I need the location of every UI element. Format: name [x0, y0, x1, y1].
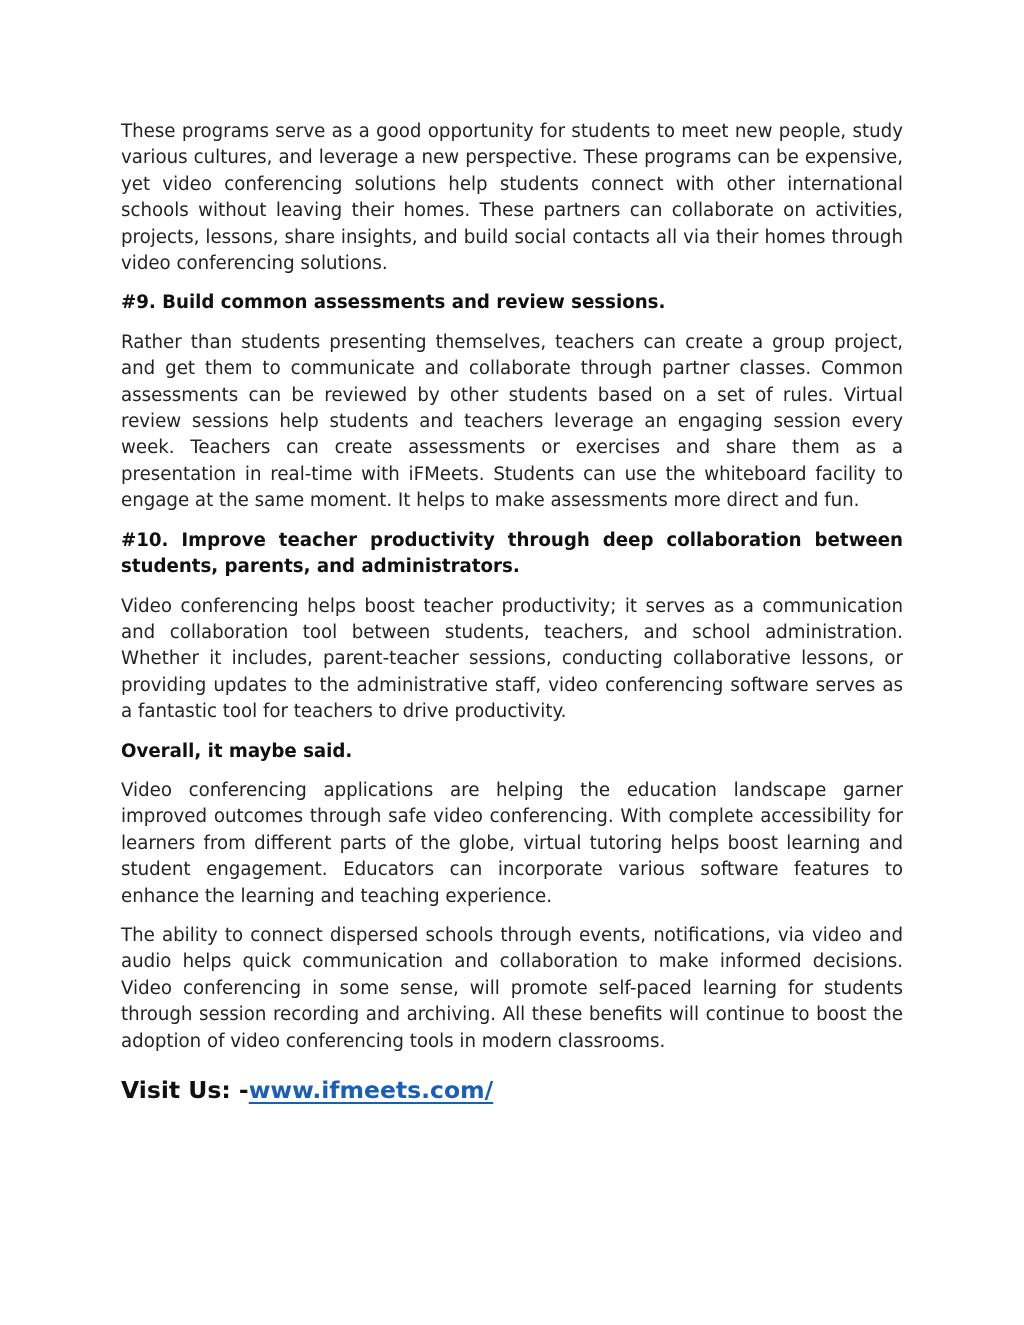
paragraph-section-10: Video conferencing helps boost teacher productivity; it serves as a communication and collaboration tool between students, teachers, and school administration. Whether it includes, parent-teacher sessions, conducting collaborative lessons, or providing updates to the administrative staff, video conferencing software serves as a fantastic tool for teachers to drive productivity.	[121, 595, 903, 723]
heading-overall: Overall, it maybe said.	[121, 740, 353, 762]
website-link[interactable]: www.ifmeets.com/	[248, 1076, 494, 1104]
paragraph-overall-2: The ability to connect dispersed schools through events, notifications, via video and audio helps quick communication and collaboration to make informed decisions. Video conferencing in some sense, will promote self-paced learning for students through session recording and archiving. All these benefits will continue to boost the adoption of video conferencing tools in modern classrooms.	[121, 924, 903, 1052]
intro-paragraph: These programs serve as a good opportunity for students to meet new people, study various cultures, and leverage a new perspective. These programs can be expensive, yet video conferencing solutions help students connect with other international schools without leaving their homes. These partners can collaborate on activities, projects, lessons, share insights, and build social contacts all via their homes through video conferencing solutions.	[121, 121, 903, 275]
visit-us-line	[121, 1075, 903, 1105]
document-page	[121, 119, 903, 1105]
heading-section-9: #9. Build common assessments and review sessions.	[121, 292, 666, 314]
paragraph-section-9: Rather than students presenting themselves, teachers can create a group project, and get them to communicate and collaborate through partner classes. Common assessments can be reviewed by other students based on a set of rules. Virtual review sessions help students and teachers leverage an engaging session every week. Teachers can create assessments or exercises and share them as a presentation in real-time with iFMeets. Students can use the whiteboard facility to engage at the same moment. It helps to make assessments more direct and fun.	[121, 331, 903, 512]
paragraph-overall-1: Video conferencing applications are helping the education landscape garner improved outcomes through safe video conferencing. With complete accessibility for learners from different parts of the globe, virtual tutoring helps boost learning and student engagement. Educators can incorporate various software features to enhance the learning and teaching experience.	[121, 779, 903, 907]
heading-section-10: #10. Improve teacher productivity through deep collaboration between students, parents, and administrators.	[121, 529, 903, 578]
visit-us-label: Visit Us: -	[121, 1076, 249, 1104]
